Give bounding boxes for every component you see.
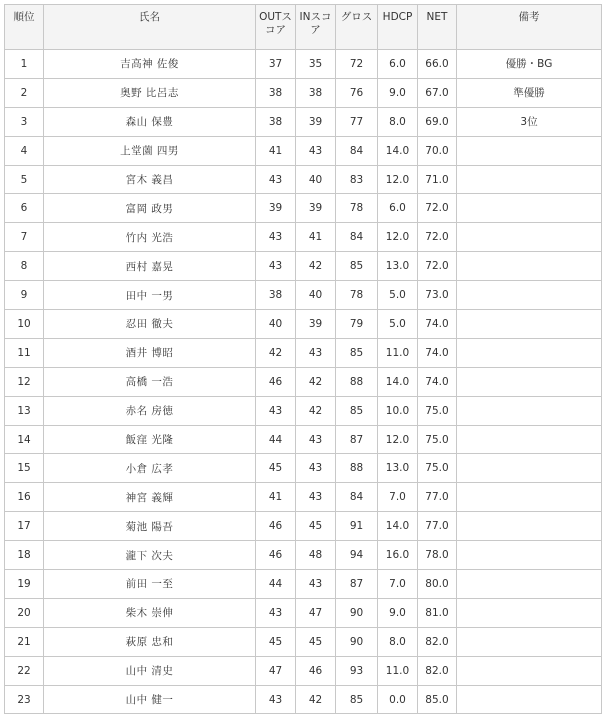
in-score-cell: 43	[296, 425, 336, 454]
name-cell: 菊池 陽吾	[44, 512, 256, 541]
header-name: 氏名	[44, 5, 256, 50]
name-cell: 吉高神 佐俊	[44, 50, 256, 79]
rank-cell: 23	[5, 685, 44, 714]
header-rank: 順位	[5, 5, 44, 50]
table-row	[5, 541, 602, 570]
table-row	[5, 281, 602, 310]
hdcp-cell: 16.0	[378, 541, 418, 570]
name-cell: 西村 嘉晃	[44, 252, 256, 281]
in-score-cell: 40	[296, 165, 336, 194]
out-score-cell: 43	[256, 598, 296, 627]
rank-cell: 15	[5, 454, 44, 483]
out-score-cell: 38	[256, 78, 296, 107]
note-cell	[457, 425, 602, 454]
name-cell: 奥野 比呂志	[44, 78, 256, 107]
note-cell	[457, 627, 602, 656]
note-cell: 優勝・BG	[457, 50, 602, 79]
note-cell	[457, 396, 602, 425]
name-cell: 赤名 房徳	[44, 396, 256, 425]
in-score-cell: 42	[296, 685, 336, 714]
rank-cell: 10	[5, 310, 44, 339]
note-cell	[457, 454, 602, 483]
table-row	[5, 512, 602, 541]
name-cell: 高橋 一浩	[44, 367, 256, 396]
in-score-cell: 35	[296, 50, 336, 79]
rank-cell: 1	[5, 50, 44, 79]
hdcp-cell: 5.0	[378, 310, 418, 339]
in-score-cell: 38	[296, 78, 336, 107]
in-score-cell: 46	[296, 656, 336, 685]
net-cell: 67.0	[418, 78, 457, 107]
table-row	[5, 194, 602, 223]
out-score-cell: 46	[256, 541, 296, 570]
net-cell: 75.0	[418, 425, 457, 454]
header-out-score: OUTスコア	[256, 5, 296, 50]
note-cell	[457, 223, 602, 252]
rank-cell: 21	[5, 627, 44, 656]
table-row	[5, 367, 602, 396]
rank-cell: 6	[5, 194, 44, 223]
rank-cell: 22	[5, 656, 44, 685]
net-cell: 74.0	[418, 367, 457, 396]
hdcp-cell: 8.0	[378, 107, 418, 136]
gross-cell: 79	[336, 310, 378, 339]
in-score-cell: 45	[296, 627, 336, 656]
out-score-cell: 42	[256, 338, 296, 367]
note-cell	[457, 338, 602, 367]
note-cell	[457, 281, 602, 310]
net-cell: 82.0	[418, 656, 457, 685]
gross-cell: 90	[336, 627, 378, 656]
gross-cell: 88	[336, 367, 378, 396]
hdcp-cell: 5.0	[378, 281, 418, 310]
hdcp-cell: 13.0	[378, 252, 418, 281]
in-score-cell: 39	[296, 310, 336, 339]
gross-cell: 85	[336, 338, 378, 367]
out-score-cell: 38	[256, 107, 296, 136]
rank-cell: 20	[5, 598, 44, 627]
gross-cell: 87	[336, 425, 378, 454]
note-cell	[457, 252, 602, 281]
hdcp-cell: 14.0	[378, 136, 418, 165]
gross-cell: 77	[336, 107, 378, 136]
rank-cell: 17	[5, 512, 44, 541]
rank-cell: 5	[5, 165, 44, 194]
net-cell: 71.0	[418, 165, 457, 194]
hdcp-cell: 12.0	[378, 223, 418, 252]
net-cell: 75.0	[418, 454, 457, 483]
rank-cell: 13	[5, 396, 44, 425]
out-score-cell: 46	[256, 512, 296, 541]
rank-cell: 18	[5, 541, 44, 570]
out-score-cell: 43	[256, 165, 296, 194]
gross-cell: 90	[336, 598, 378, 627]
table-row	[5, 78, 602, 107]
rank-cell: 2	[5, 78, 44, 107]
header-hdcp: HDCP	[378, 5, 418, 50]
net-cell: 73.0	[418, 281, 457, 310]
out-score-cell: 40	[256, 310, 296, 339]
rank-cell: 8	[5, 252, 44, 281]
in-score-cell: 43	[296, 483, 336, 512]
gross-cell: 84	[336, 223, 378, 252]
rank-cell: 3	[5, 107, 44, 136]
net-cell: 70.0	[418, 136, 457, 165]
table-row	[5, 685, 602, 714]
hdcp-cell: 6.0	[378, 194, 418, 223]
out-score-cell: 43	[256, 252, 296, 281]
hdcp-cell: 0.0	[378, 685, 418, 714]
gross-cell: 84	[336, 483, 378, 512]
in-score-cell: 42	[296, 252, 336, 281]
note-cell	[457, 512, 602, 541]
hdcp-cell: 13.0	[378, 454, 418, 483]
results-table	[4, 4, 602, 714]
net-cell: 72.0	[418, 194, 457, 223]
note-cell	[457, 570, 602, 599]
net-cell: 72.0	[418, 223, 457, 252]
rank-cell: 19	[5, 570, 44, 599]
table-row	[5, 396, 602, 425]
net-cell: 78.0	[418, 541, 457, 570]
gross-cell: 72	[336, 50, 378, 79]
table-row	[5, 656, 602, 685]
name-cell: 萩原 忠和	[44, 627, 256, 656]
in-score-cell: 43	[296, 454, 336, 483]
net-cell: 66.0	[418, 50, 457, 79]
in-score-cell: 47	[296, 598, 336, 627]
name-cell: 瀧下 次夫	[44, 541, 256, 570]
rank-cell: 12	[5, 367, 44, 396]
table-row	[5, 338, 602, 367]
net-cell: 82.0	[418, 627, 457, 656]
name-cell: 宮木 義昌	[44, 165, 256, 194]
name-cell: 小倉 広孝	[44, 454, 256, 483]
out-score-cell: 37	[256, 50, 296, 79]
table-row	[5, 483, 602, 512]
hdcp-cell: 14.0	[378, 512, 418, 541]
note-cell	[457, 165, 602, 194]
in-score-cell: 42	[296, 367, 336, 396]
gross-cell: 85	[336, 252, 378, 281]
rank-cell: 14	[5, 425, 44, 454]
net-cell: 77.0	[418, 483, 457, 512]
in-score-cell: 43	[296, 338, 336, 367]
header-row	[5, 5, 602, 50]
rank-cell: 11	[5, 338, 44, 367]
gross-cell: 87	[336, 570, 378, 599]
name-cell: 田中 一男	[44, 281, 256, 310]
hdcp-cell: 10.0	[378, 396, 418, 425]
out-score-cell: 41	[256, 136, 296, 165]
name-cell: 柴木 崇伸	[44, 598, 256, 627]
hdcp-cell: 11.0	[378, 656, 418, 685]
out-score-cell: 47	[256, 656, 296, 685]
gross-cell: 84	[336, 136, 378, 165]
name-cell: 森山 保豊	[44, 107, 256, 136]
in-score-cell: 48	[296, 541, 336, 570]
out-score-cell: 43	[256, 223, 296, 252]
in-score-cell: 39	[296, 194, 336, 223]
gross-cell: 91	[336, 512, 378, 541]
name-cell: 上堂薗 四男	[44, 136, 256, 165]
out-score-cell: 41	[256, 483, 296, 512]
header-note: 備考	[457, 5, 602, 50]
net-cell: 80.0	[418, 570, 457, 599]
name-cell: 酒井 博昭	[44, 338, 256, 367]
gross-cell: 83	[336, 165, 378, 194]
in-score-cell: 43	[296, 136, 336, 165]
net-cell: 85.0	[418, 685, 457, 714]
in-score-cell: 41	[296, 223, 336, 252]
table-row	[5, 627, 602, 656]
out-score-cell: 43	[256, 685, 296, 714]
name-cell: 富岡 政男	[44, 194, 256, 223]
table-row	[5, 454, 602, 483]
hdcp-cell: 11.0	[378, 338, 418, 367]
name-cell: 前田 一至	[44, 570, 256, 599]
rank-cell: 4	[5, 136, 44, 165]
gross-cell: 88	[336, 454, 378, 483]
out-score-cell: 46	[256, 367, 296, 396]
out-score-cell: 45	[256, 454, 296, 483]
net-cell: 81.0	[418, 598, 457, 627]
name-cell: 山中 健一	[44, 685, 256, 714]
out-score-cell: 45	[256, 627, 296, 656]
in-score-cell: 39	[296, 107, 336, 136]
note-cell	[457, 541, 602, 570]
gross-cell: 78	[336, 281, 378, 310]
note-cell	[457, 598, 602, 627]
gross-cell: 76	[336, 78, 378, 107]
net-cell: 69.0	[418, 107, 457, 136]
net-cell: 72.0	[418, 252, 457, 281]
table-row	[5, 598, 602, 627]
hdcp-cell: 8.0	[378, 627, 418, 656]
name-cell: 神宮 義輝	[44, 483, 256, 512]
table-row	[5, 252, 602, 281]
note-cell	[457, 656, 602, 685]
note-cell	[457, 194, 602, 223]
name-cell: 山中 清史	[44, 656, 256, 685]
gross-cell: 78	[336, 194, 378, 223]
in-score-cell: 42	[296, 396, 336, 425]
rank-cell: 7	[5, 223, 44, 252]
results-body	[5, 50, 602, 714]
header-net: NET	[418, 5, 457, 50]
out-score-cell: 43	[256, 396, 296, 425]
table-row	[5, 310, 602, 339]
hdcp-cell: 9.0	[378, 598, 418, 627]
table-row	[5, 570, 602, 599]
in-score-cell: 45	[296, 512, 336, 541]
hdcp-cell: 12.0	[378, 425, 418, 454]
hdcp-cell: 6.0	[378, 50, 418, 79]
hdcp-cell: 7.0	[378, 570, 418, 599]
out-score-cell: 39	[256, 194, 296, 223]
rank-cell: 16	[5, 483, 44, 512]
hdcp-cell: 7.0	[378, 483, 418, 512]
net-cell: 74.0	[418, 310, 457, 339]
hdcp-cell: 14.0	[378, 367, 418, 396]
out-score-cell: 44	[256, 570, 296, 599]
table-row	[5, 425, 602, 454]
hdcp-cell: 12.0	[378, 165, 418, 194]
net-cell: 74.0	[418, 338, 457, 367]
note-cell: 準優勝	[457, 78, 602, 107]
note-cell	[457, 685, 602, 714]
note-cell	[457, 310, 602, 339]
net-cell: 75.0	[418, 396, 457, 425]
rank-cell: 9	[5, 281, 44, 310]
gross-cell: 94	[336, 541, 378, 570]
net-cell: 77.0	[418, 512, 457, 541]
table-row	[5, 107, 602, 136]
table-row	[5, 165, 602, 194]
header-gross: グロス	[336, 5, 378, 50]
in-score-cell: 43	[296, 570, 336, 599]
table-row	[5, 223, 602, 252]
in-score-cell: 40	[296, 281, 336, 310]
gross-cell: 93	[336, 656, 378, 685]
table-row	[5, 136, 602, 165]
note-cell	[457, 483, 602, 512]
out-score-cell: 44	[256, 425, 296, 454]
gross-cell: 85	[336, 685, 378, 714]
note-cell	[457, 367, 602, 396]
name-cell: 忍田 徹夫	[44, 310, 256, 339]
out-score-cell: 38	[256, 281, 296, 310]
gross-cell: 85	[336, 396, 378, 425]
note-cell	[457, 136, 602, 165]
name-cell: 竹内 光浩	[44, 223, 256, 252]
note-cell: 3位	[457, 107, 602, 136]
table-row	[5, 50, 602, 79]
header-in-score: INスコア	[296, 5, 336, 50]
name-cell: 飯窪 光隆	[44, 425, 256, 454]
hdcp-cell: 9.0	[378, 78, 418, 107]
